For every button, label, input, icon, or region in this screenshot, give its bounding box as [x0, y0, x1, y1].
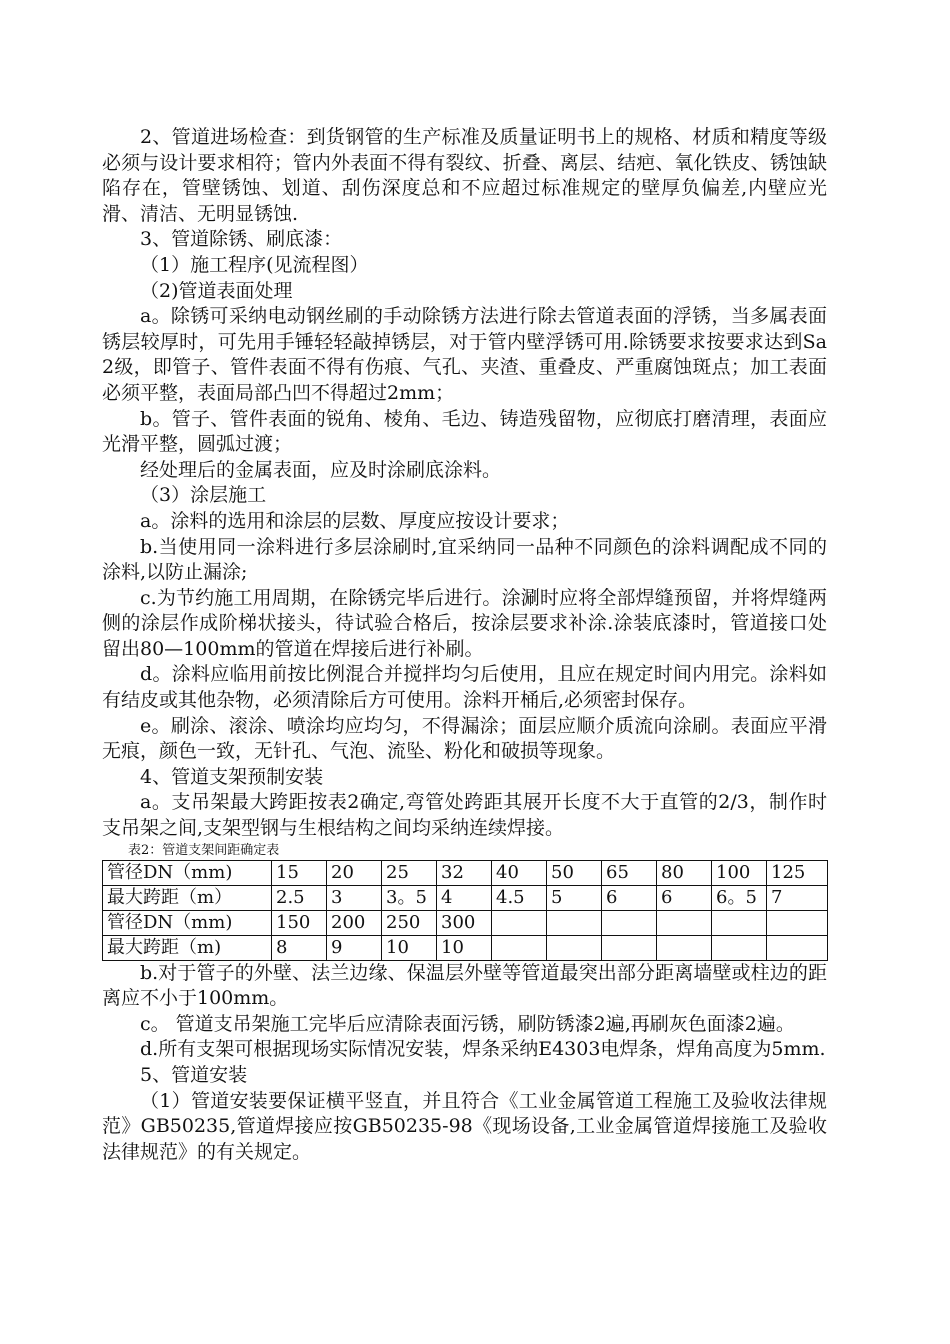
table-cell: 4 — [437, 885, 492, 910]
table-cell: 40 — [492, 860, 547, 885]
derusting-item-b: b。管子、管件表面的锐角、棱角、毛边、铸造残留物，应彻底打磨清理，表面应光滑平整，圆弧过渡； — [102, 407, 827, 456]
table-cell: 5 — [547, 885, 602, 910]
table-cell: 15 — [272, 860, 327, 885]
coating-item-a: a。涂料的选用和涂层的层数、厚度应按设计要求； — [140, 509, 570, 532]
table-row — [103, 935, 828, 960]
table-cell — [492, 910, 547, 935]
table-cell: 300 — [437, 910, 492, 935]
subheading-coating: （3）涂层施工 — [140, 484, 267, 507]
table-cell: 3 — [327, 885, 382, 910]
table-cell: 65 — [602, 860, 657, 885]
table-cell: 3。5 — [382, 885, 437, 910]
document-body — [102, 125, 827, 1165]
pipe-inspection-paragraph: 2、管道进场检查：到货钢管的生产标准及质量证明书上的规格、材质和精度等级必须与设计要求相符；管内外表面不得有裂纹、折叠、离层、结疤、氧化铁皮、锈蚀缺陷存在，管壁锈蚀、划道、刮伤深度总和不应超过标准规定的壁厚负偏差,内壁应光滑、清洁、无明显锈蚀. — [102, 126, 827, 225]
table-cell: 10 — [437, 935, 492, 960]
table-cell: 250 — [382, 910, 437, 935]
table-cell: 7 — [767, 885, 828, 910]
derusting-item-a: a。除锈可采纳电动钢丝刷的手动除锈方法进行除去管道表面的浮锈，当多属表面锈层较厚时，可先用手锤轻轻敲掉锈层，对于管内壁浮锈可用.除锈要求按要求达到Sa2级，即管子、管件表面不得有伤痕、气孔、夹渣、重叠皮、严重腐蚀斑点；加工表面必须平整，表面局部凸凹不得超过2mm； — [102, 305, 827, 404]
table-row-header-cell: 最大跨距（m) — [103, 935, 272, 960]
table-cell: 6。5 — [712, 885, 767, 910]
table-cell — [492, 935, 547, 960]
table-row-header-cell: 最大跨距（m） — [103, 885, 272, 910]
table-row-header-cell: 管径DN（mm) — [103, 860, 272, 885]
coating-item-d: d。涂料应临用前按比例混合并搅拌均匀后使用，且应在规定时间内用完。涂料如有结皮或其他杂物，必须清除后方可使用。涂料开桶后,必须密封保存。 — [102, 663, 827, 712]
table-cell — [657, 910, 712, 935]
table-row — [103, 885, 828, 910]
table-cell: 100 — [712, 860, 767, 885]
table-cell: 80 — [657, 860, 712, 885]
table-cell — [602, 935, 657, 960]
table-cell — [547, 935, 602, 960]
table-caption: 表2：管道支架间距确定表 — [128, 842, 280, 858]
table-cell: 10 — [382, 935, 437, 960]
table-cell: 150 — [272, 910, 327, 935]
section-heading-support: 4、管道支架预制安装 — [140, 765, 324, 788]
derusting-after-note: 经处理后的金属表面，应及时涂刷底涂料。 — [140, 458, 502, 481]
table-cell — [657, 935, 712, 960]
table-row-header-cell: 管径DN（mm) — [103, 910, 272, 935]
support-item-d: d.所有支架可根据现场实际情况安装，焊条采纳E4303电焊条，焊角高度为5mm. — [140, 1038, 826, 1061]
table-cell: 8 — [272, 935, 327, 960]
table-cell: 2.5 — [272, 885, 327, 910]
table-cell — [712, 910, 767, 935]
table-cell: 9 — [327, 935, 382, 960]
installation-item-1: （1）管道安装要保证横平竖直，并且符合《工业金属管道工程施工及验收法律规范》GB50235,管道焊接应按GB50235-98《现场设备,工业金属管道焊接施工及验收法律规范》的有关规定。 — [102, 1089, 827, 1163]
table-cell: 25 — [382, 860, 437, 885]
support-spacing-table — [102, 860, 828, 961]
table-cell: 125 — [767, 860, 828, 885]
table-cell: 4.5 — [492, 885, 547, 910]
table-cell — [547, 910, 602, 935]
section-heading-derusting: 3、管道除锈、刷底漆： — [140, 228, 343, 251]
table-row — [103, 910, 828, 935]
subheading-procedure: （1）施工程序(见流程图） — [140, 253, 369, 276]
table-cell — [767, 935, 828, 960]
section-heading-installation: 5、管道安装 — [140, 1064, 248, 1086]
table-cell — [712, 935, 767, 960]
coating-item-b: b.当使用同一涂料进行多层涂刷时,宜采纳同一品种不同颜色的涂料调配成不同的涂料,以防止漏涂; — [102, 535, 827, 584]
table-cell — [767, 910, 828, 935]
coating-item-c: c.为节约施工用周期，在除锈完毕后进行。涂涮时应将全部焊缝预留，并将焊缝两侧的涂层作成阶梯状接头，待试验合格后，按涂层要求补涂.涂装底漆时，管道接口处留出80—100mm的管道在焊接后进行补刷。 — [102, 586, 827, 660]
support-item-a: a。支吊架最大跨距按表2确定,弯管处跨距其展开长度不大于直管的2/3，制作时支吊架之间,支架型钢与生根结构之间均采纳连续焊接。 — [102, 791, 827, 840]
table-cell: 6 — [602, 885, 657, 910]
support-item-b: b.对于管子的外壁、法兰边缘、保温层外壁等管道最突出部分距离墙壁或柱边的距离应不小于100mm。 — [102, 961, 827, 1010]
table-cell: 50 — [547, 860, 602, 885]
subheading-surface-treatment: （2)管道表面处理 — [140, 279, 293, 302]
coating-item-e: e。刷涂、滚涂、喷涂均应均匀，不得漏涂；面层应顺介质流向涂刷。表面应平滑无痕，颜色一致，无针孔、气泡、流坠、粉化和破损等现象。 — [102, 714, 827, 763]
support-item-c: c。 管道支吊架施工完毕后应清除表面污锈，刷防锈漆2遍,再刷灰色面漆2遍。 — [140, 1012, 795, 1035]
table-cell: 6 — [657, 885, 712, 910]
table-row — [103, 860, 828, 885]
table-cell — [602, 910, 657, 935]
table-cell: 32 — [437, 860, 492, 885]
table-cell: 20 — [327, 860, 382, 885]
table-cell: 200 — [327, 910, 382, 935]
support-spacing-table-body — [103, 860, 828, 960]
